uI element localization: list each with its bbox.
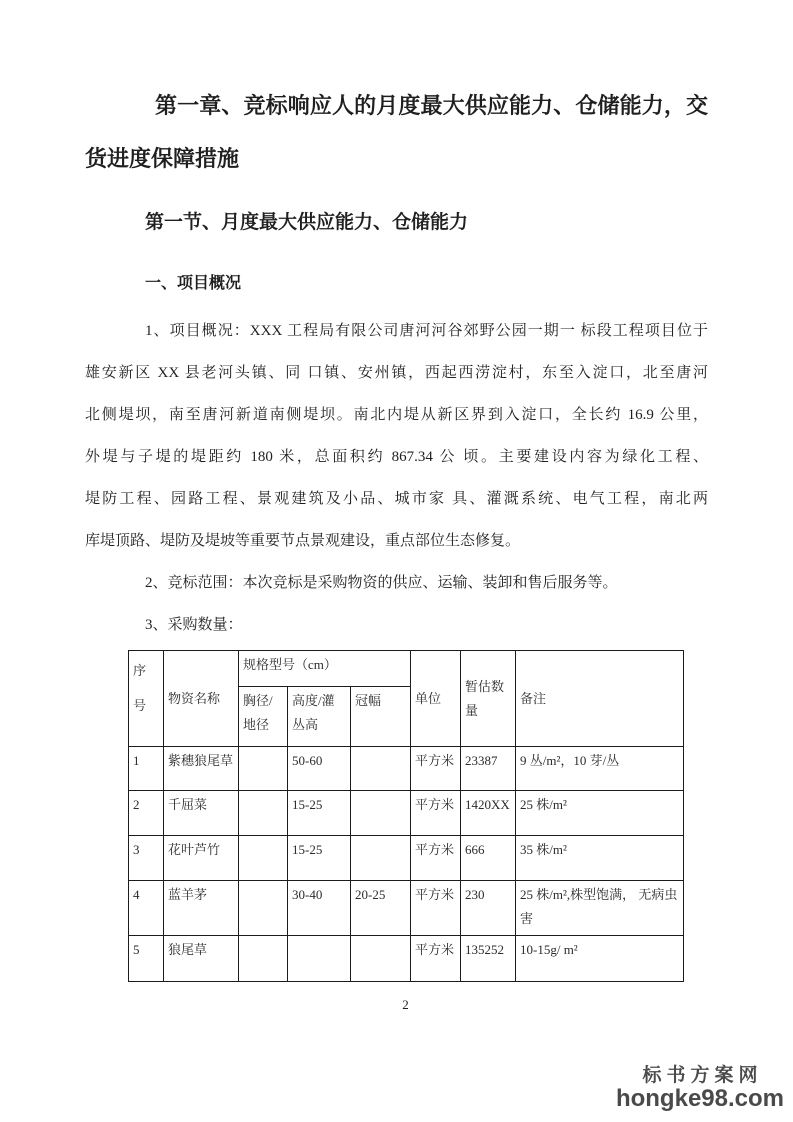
- cell-name: 紫穗狼尾草: [164, 747, 239, 791]
- cell-seq: 5: [129, 936, 164, 982]
- site-watermark: [616, 1066, 784, 1111]
- cell-name: 蓝羊茅: [164, 881, 239, 936]
- cell-dbh: [239, 791, 288, 836]
- col-header-height: 高度/灌丛高: [288, 687, 351, 747]
- cell-unit: 平方米: [411, 936, 461, 982]
- heading-project-overview: 一、项目概况: [145, 275, 242, 292]
- cell-seq: 2: [129, 791, 164, 836]
- chapter-title-line-2: 货进度保障措施: [85, 146, 240, 171]
- cell-qty: 666: [461, 836, 516, 881]
- cell-dbh: [239, 936, 288, 982]
- paragraph-overview-line: 北侧堤坝，南至唐河新道南侧堤坝。南北内堤从新区界到入淀口，全长约 16.9 公里，: [85, 407, 708, 423]
- cell-qty: 135252: [461, 936, 516, 982]
- cell-crown: [351, 791, 411, 836]
- cell-crown: [351, 747, 411, 791]
- cell-name: 狼尾草: [164, 936, 239, 982]
- col-header-seq: 序号: [129, 651, 164, 747]
- cell-remark: 35 株/m²: [516, 836, 684, 881]
- table-row: [129, 836, 684, 881]
- cell-height: [288, 936, 351, 982]
- col-header-estimated-qty: 暂估数量: [461, 651, 516, 747]
- table-row: [129, 881, 684, 936]
- procurement-table: [128, 650, 684, 982]
- watermark-site-name: 标书方案网: [642, 1065, 763, 1086]
- cell-qty: 23387: [461, 747, 516, 791]
- cell-crown: 20-25: [351, 881, 411, 936]
- table-row: [129, 791, 684, 836]
- cell-dbh: [239, 836, 288, 881]
- paragraph-overview-line: 1、项目概况：XXX 工程局有限公司唐河河谷郊野公园一期一 标段工程项目位于: [145, 323, 708, 339]
- cell-unit: 平方米: [411, 791, 461, 836]
- cell-remark: 25 株/m²,株型饱满， 无病虫害: [516, 881, 684, 936]
- cell-unit: 平方米: [411, 881, 461, 936]
- cell-remark: 9 丛/m²，10 芽/丛: [516, 747, 684, 791]
- cell-crown: [351, 936, 411, 982]
- col-header-crown: 冠幅: [351, 687, 411, 747]
- paragraph-overview-line: 雄安新区 XX 县老河头镇、同 口镇、安州镇，西起西涝淀村，东至入淀口，北至唐河: [85, 365, 708, 381]
- col-header-remark: 备注: [516, 651, 684, 747]
- cell-remark: 25 株/m²: [516, 791, 684, 836]
- paragraph-overview-line: 堤防工程、园路工程、景观建筑及小品、城市家 具、灌溉系统、电气工程，南北两: [85, 491, 708, 507]
- cell-seq: 4: [129, 881, 164, 936]
- watermark-site-url: hongke98.com: [615, 1085, 784, 1112]
- cell-remark: 10-15g/ m²: [516, 936, 684, 982]
- cell-seq: 1: [129, 747, 164, 791]
- paragraph-overview-line: 库堤顶路、堤防及堤坡等重要节点景观建设，重点部位生态修复。: [85, 533, 521, 549]
- paragraph-overview-line: 外堤与子堤的堤距约 180 米，总面积约 867.34 公 顷。主要建设内容为绿化工程、: [85, 449, 708, 465]
- cell-unit: 平方米: [411, 747, 461, 791]
- col-header-spec-group: 规格型号（cm）: [239, 651, 411, 687]
- page-number: 2: [402, 997, 409, 1012]
- cell-crown: [351, 836, 411, 881]
- cell-qty: 1420XX: [461, 791, 516, 836]
- cell-seq: 3: [129, 836, 164, 881]
- cell-height: 15-25: [288, 791, 351, 836]
- cell-dbh: [239, 747, 288, 791]
- col-header-dbh: 胸径/地径: [239, 687, 288, 747]
- cell-dbh: [239, 881, 288, 936]
- cell-unit: 平方米: [411, 836, 461, 881]
- table-row: [129, 747, 684, 791]
- paragraph-bid-scope: 2、竞标范围：本次竞标是采购物资的供应、运输、装卸和售后服务等。: [145, 575, 618, 591]
- cell-qty: 230: [461, 881, 516, 936]
- paragraph-procurement-quantity: 3、采购数量：: [145, 617, 243, 633]
- chapter-title-line-1: 第一章、竞标响应人的月度最大供应能力、仓储能力，交: [155, 93, 708, 118]
- cell-height: 30-40: [288, 881, 351, 936]
- col-header-unit: 单位: [411, 651, 461, 747]
- cell-height: 15-25: [288, 836, 351, 881]
- cell-height: 50-60: [288, 747, 351, 791]
- section-title: 第一节、月度最大供应能力、仓储能力: [145, 212, 469, 233]
- table-row: [129, 936, 684, 982]
- cell-name: 千屈菜: [164, 791, 239, 836]
- cell-name: 花叶芦竹: [164, 836, 239, 881]
- col-header-material-name: 物资名称: [164, 651, 239, 747]
